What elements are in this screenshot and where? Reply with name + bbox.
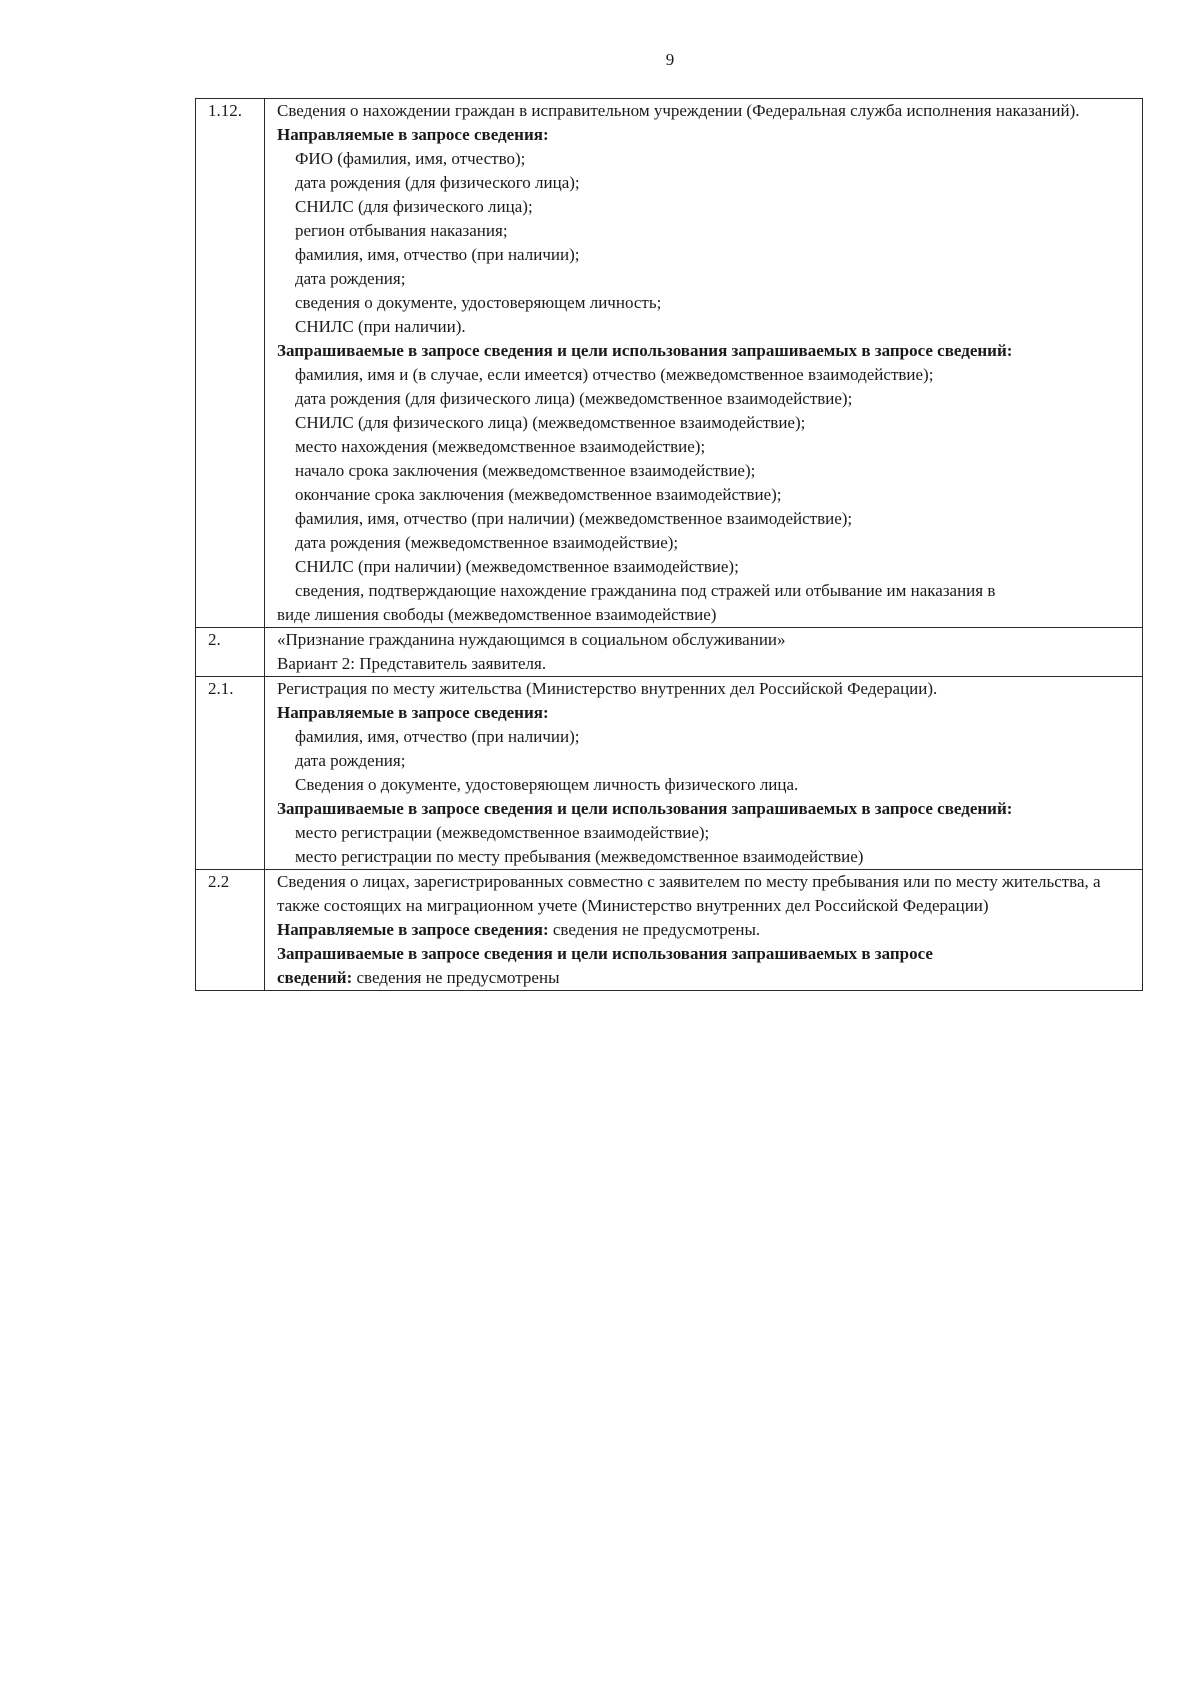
requested-heading-end: сведений: (277, 968, 353, 987)
requested-item: дата рождения (межведомственное взаимодействие); (295, 533, 679, 552)
sent-item: дата рождения; (295, 269, 406, 288)
requested-item: СНИЛС (для физического лица) (межведомственное взаимодействие); (295, 413, 806, 432)
row-number: 2.2 (196, 870, 265, 991)
requested-item: место нахождения (межведомственное взаимодействие); (295, 437, 706, 456)
table-row (196, 677, 1143, 870)
row-title: Регистрация по месту жительства (Министерство внутренних дел Российской Федерации). (277, 679, 938, 698)
table-row (196, 628, 1143, 677)
sent-item: СНИЛС (при наличии). (295, 317, 466, 336)
sent-item: фамилия, имя, отчество (при наличии); (295, 245, 580, 264)
row-number: 2. (196, 628, 265, 677)
requested-item-continuation: виде лишения свободы (межведомственное взаимодействие) (277, 605, 717, 624)
requested-heading: Запрашиваемые в запросе сведения и цели использования запрашиваемых в запросе сведений: (277, 341, 1013, 360)
sent-line (277, 918, 1134, 942)
sent-heading: Направляемые в запросе сведения: (277, 125, 549, 144)
variant-label: Вариант 2: Представитель заявителя. (277, 654, 547, 673)
row-content (265, 870, 1143, 991)
requested-item: фамилия, имя, отчество (при наличии) (межведомственное взаимодействие); (295, 509, 853, 528)
requested-heading: Запрашиваемые в запросе сведения и цели использования запрашиваемых в запросе сведений: (277, 799, 1013, 818)
sent-item: дата рождения (для физического лица); (295, 173, 580, 192)
requested-item: сведения, подтверждающие нахождение гражданина под стражей или отбывание им наказания в (295, 581, 996, 600)
row-number: 2.1. (196, 677, 265, 870)
document-table (195, 98, 1143, 991)
requested-item: начало срока заключения (межведомственное взаимодействие); (295, 461, 756, 480)
sent-heading: Направляемые в запросе сведения: (277, 920, 549, 939)
sent-item: СНИЛС (для физического лица); (295, 197, 533, 216)
service-name: «Признание гражданина нуждающимся в социальном обслуживании» (277, 630, 786, 649)
row-title: Сведения о нахождении граждан в исправительном учреждении (Федеральная служба исполнения наказаний). (277, 101, 1080, 120)
row-content (265, 628, 1143, 677)
requested-item: место регистрации (межведомственное взаимодействие); (295, 823, 710, 842)
row-title: Сведения о лицах, зарегистрированных совместно с заявителем по месту пребывания или по месту жительства, а также состоящих на миграционном учете (Министерство внутренних дел Российской Федерации) (277, 872, 1101, 915)
table-row (196, 99, 1143, 628)
requested-item: место регистрации по месту пребывания (межведомственное взаимодействие) (295, 847, 864, 866)
sent-value: сведения не предусмотрены. (548, 920, 761, 939)
sent-item: сведения о документе, удостоверяющем личность; (295, 293, 662, 312)
requested-value: сведения не предусмотрены (352, 968, 560, 987)
requested-item: окончание срока заключения (межведомственное взаимодействие); (295, 485, 782, 504)
sent-item: Сведения о документе, удостоверяющем личность физического лица. (295, 775, 799, 794)
row-number: 1.12. (196, 99, 265, 628)
sent-heading: Направляемые в запросе сведения: (277, 703, 549, 722)
requested-item: дата рождения (для физического лица) (межведомственное взаимодействие); (295, 389, 853, 408)
requested-line (277, 966, 1134, 990)
page-number: 9 (665, 50, 675, 69)
row-content (265, 99, 1143, 628)
sent-item: фамилия, имя, отчество (при наличии); (295, 727, 580, 746)
requested-item: СНИЛС (при наличии) (межведомственное взаимодействие); (295, 557, 739, 576)
sent-item: дата рождения; (295, 751, 406, 770)
requested-heading: Запрашиваемые в запросе сведения и цели использования запрашиваемых в запросе (277, 944, 933, 963)
table-row (196, 870, 1143, 991)
row-content (265, 677, 1143, 870)
requested-item: фамилия, имя и (в случае, если имеется) отчество (межведомственное взаимодействие); (295, 365, 934, 384)
sent-item: ФИО (фамилия, имя, отчество); (295, 149, 526, 168)
sent-item: регион отбывания наказания; (295, 221, 508, 240)
